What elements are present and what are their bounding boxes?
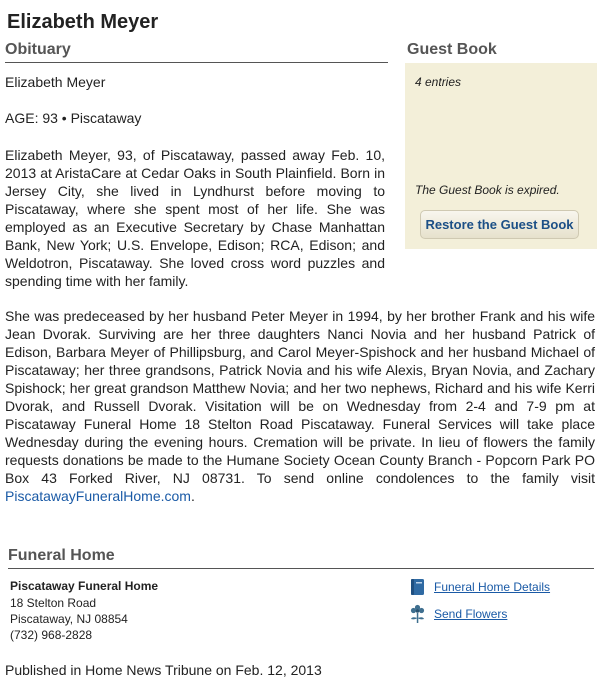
obituary-heading: Obituary [5, 41, 388, 63]
obituary-paragraph-1: Elizabeth Meyer, 93, of Piscataway, passed away Feb. 10, 2013 at AristaCare at Cedar Oaks in South Plainfield. Born in Jersey City, she lived in Lyndhurst before moving to Piscataway, where she spent most of her life. She was employed as an Executive Secretary by Chase Manhattan Bank, New York; U.S. Envelope, Edison; RCA, Edison; and Weldotron, Piscataway. She loved cross word puzzles and spending time with her family. [5, 147, 385, 289]
obituary-paragraph-2-text: She was predeceased by her husband Peter Meyer in 1994, by her brother Frank and his wife Jean Dvorak. Surviving are her three daughters Nanci Novia and her husband Patrick of Edison, Barbara Meyer of Phillipsburg, and Carol Meyer-Spishock and her husband Michael of Piscataway; her three grandsons, Patrick Novia and his wife Alexis, Bryan Novia, and Zachary Spishock; her great grandson Matthew Novia; and her two nephews, Richard and his wife Kerri Dvorak, and Russell Dvorak. Visitation will be on Wednesday from 2-4 and 7-9 pm at Piscataway Funeral Home 18 Stelton Road Piscataway. Funeral Services will take place Wednesday during the evening hours. Cremation will be private. In lieu of flowers the family requests donations be made to the Humane Society Ocean County Branch - Popcorn Park PO Box 43 Forked River, NJ 08731. To send online condolences to the family visit [5, 308, 595, 486]
guest-book-entries: 4 entries [415, 75, 462, 89]
obituary-paragraph-2-end: . [190, 488, 195, 504]
send-flowers-link[interactable] [409, 604, 507, 624]
guest-book-heading: Guest Book [407, 41, 497, 58]
flower-icon [409, 604, 426, 624]
guest-book-panel [405, 63, 597, 249]
funeral-home-heading: Funeral Home [8, 547, 594, 569]
funeral-home-website-link[interactable]: PiscatawayFuneralHome.com [5, 488, 191, 504]
publication-note: Published in Home News Tribune on Feb. 12, 2013 [5, 662, 322, 678]
funeral-home-address-line-2: Piscataway, NJ 08854 [10, 612, 128, 626]
book-icon [409, 578, 426, 596]
send-flowers-label: Send Flowers [434, 607, 508, 621]
guest-book-expired-notice: The Guest Book is expired. [415, 183, 560, 197]
funeral-home-phone: (732) 968-2828 [10, 628, 93, 642]
funeral-home-details-link[interactable] [409, 578, 550, 596]
obituary-paragraph-2 [5, 307, 595, 505]
page-title: Elizabeth Meyer [7, 11, 159, 33]
age-location: AGE: 93 • Piscataway [5, 110, 142, 126]
deceased-name: Elizabeth Meyer [5, 74, 106, 90]
funeral-home-name: Piscataway Funeral Home [10, 579, 159, 593]
restore-guest-book-button[interactable]: Restore the Guest Book [420, 210, 579, 239]
funeral-home-address-line-1: 18 Stelton Road [10, 596, 97, 610]
funeral-home-details-label: Funeral Home Details [434, 580, 551, 594]
